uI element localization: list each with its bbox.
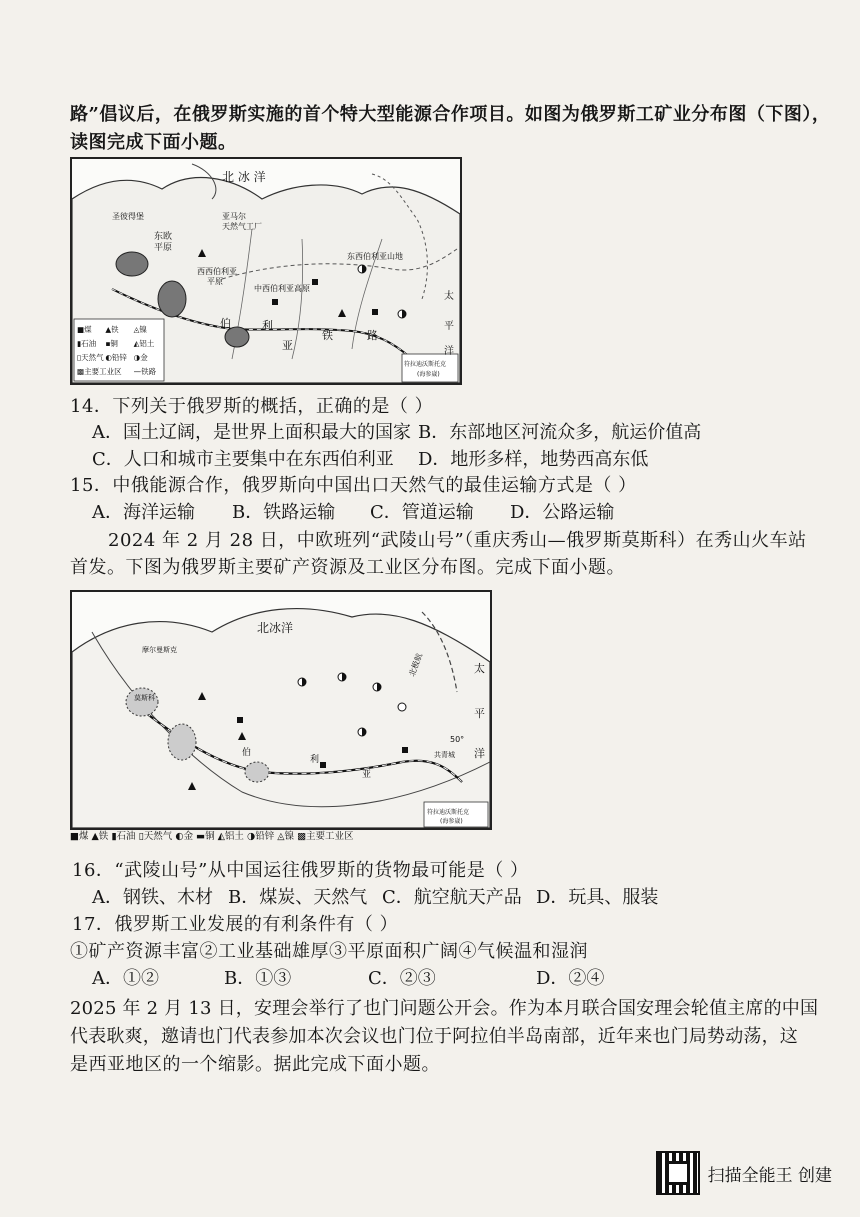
map2-moscow: 莫斯科: [134, 694, 155, 702]
map2-far-east-2: (海参崴): [440, 818, 463, 825]
legend-item: ▯天然气: [77, 353, 104, 362]
map1-plain-west: 西西伯利亚: [197, 267, 237, 276]
legend-item: —铁路: [133, 367, 157, 376]
q14-option-c[interactable]: C．人口和城市主要集中在东西伯利亚: [92, 449, 394, 470]
map2-ocean-east-2: 平: [474, 707, 485, 720]
map2-ocean-east-3: 洋: [474, 747, 485, 760]
q14-option-d[interactable]: D．地形多样，地势西高东低: [418, 449, 649, 470]
map2-siberia-3: 亚: [362, 770, 372, 780]
map2-ocean-north: 北冰洋: [257, 621, 294, 635]
map1-ocean-east-1: 太: [444, 291, 454, 302]
intro-line-1: 路”倡议后，在俄罗斯实施的首个特大型能源合作项目。如图为俄罗斯工矿业分布图（下图），: [70, 104, 831, 125]
q17-option-b[interactable]: B．①③: [224, 968, 292, 989]
map2-ocean-east-1: 太: [474, 662, 485, 675]
legend-item: ◬镍: [133, 325, 147, 334]
map1-far-east-2: (海参崴): [417, 371, 440, 378]
q16-stem: 16．“武陵山号”从中国运往俄罗斯的货物最可能是（ ）: [72, 860, 529, 881]
q14-option-a[interactable]: A．国土辽阔，是世界上面积最大的国家: [92, 422, 411, 443]
scanner-brand: 扫描全能王 创建: [707, 1165, 832, 1186]
q17-stem: 17．俄罗斯工业发展的有利条件有（ ）: [72, 914, 399, 935]
scanner-watermark: [656, 1151, 832, 1195]
map1-yamal: 亚马尔: [222, 212, 246, 221]
legend-item: ◭铝土: [133, 339, 155, 348]
intro2-line-2: 首发。下图为俄罗斯主要矿产资源及工业区分布图。完成下面小题。: [70, 557, 625, 578]
intro2-line-1: 2024 年 2 月 28 日，中欧班列“武陵山号”（重庆秀山—俄罗斯莫斯科）在秀山火车站: [108, 530, 807, 551]
map1-yamal-2: 天然气工厂: [222, 222, 262, 231]
map1-plateau: 中西伯利亚高原: [254, 284, 310, 293]
map1-ocean-east-3: 洋: [444, 346, 454, 357]
legend-item: ■煤: [77, 325, 92, 334]
q17-option-a[interactable]: A．①②: [92, 968, 159, 989]
map2-east-city: 共青城: [434, 751, 455, 759]
map2-legend: ■煤 ▲铁 ▮石油 ▯天然气 ◐金 ▬铜 ◭铝土 ◑铅锌 ◬镍 ▩主要工业区: [70, 831, 354, 842]
map1-spb: 圣彼得堡: [112, 212, 144, 221]
map1-siberia-3: 亚: [282, 339, 293, 352]
q15-option-a[interactable]: A．海洋运输: [92, 502, 195, 523]
qr-code-icon: [656, 1151, 700, 1195]
intro3-line-1: 2025 年 2 月 13 日，安理会举行了也门问题公开会。作为本月联合国安理会轮值主席的中国: [70, 998, 819, 1019]
map2-siberia-1: 伯: [242, 748, 252, 758]
legend-item: ▩主要工业区: [77, 367, 122, 376]
q15-stem: 15．中俄能源合作，俄罗斯向中国出口天然气的最佳运输方式是（ ）: [70, 475, 637, 496]
map1-rail-1: 铁: [322, 329, 333, 342]
map1-plain-east-2: 平原: [154, 243, 173, 253]
map1-siberia-1: 伯: [220, 317, 231, 330]
map1-legend: [77, 324, 162, 377]
russia-minerals-map: [70, 590, 492, 830]
map1-siberia-2: 利: [262, 319, 273, 332]
legend-item: ▲铁: [105, 325, 119, 334]
intro3-line-2: 代表耿爽，邀请也门代表参加本次会议也门位于阿拉伯半岛南部，近年来也门局势动荡，这: [70, 1026, 798, 1047]
intro-line-2: 读图完成下面小题。: [70, 132, 237, 153]
q16-option-b[interactable]: B．煤炭、天然气: [228, 887, 368, 908]
q15-option-b[interactable]: B．铁路运输: [232, 502, 336, 523]
legend-item: ▮石油: [77, 339, 97, 348]
intro3-line-3: 是西亚地区的一个缩影。据此完成下面小题。: [70, 1054, 440, 1075]
q17-conditions: ①矿产资源丰富②工业基础雄厚③平原面积广阔④气候温和湿润: [70, 941, 588, 962]
map1-far-east: 符拉迪沃斯托克: [404, 361, 447, 368]
map2-siberia-2: 利: [310, 755, 320, 765]
legend-item: ◐铅锌: [105, 353, 127, 362]
q15-option-c[interactable]: C．管道运输: [370, 502, 474, 523]
q16-option-a[interactable]: A．钢铁、木材: [92, 887, 213, 908]
map1-ocean-east-2: 平: [444, 321, 454, 332]
q14-option-b[interactable]: B．东部地区河流众多，航运价值高: [418, 422, 702, 443]
map1-east-hills: 东西伯利亚山地: [347, 252, 403, 261]
map2-lat: 50°: [450, 735, 465, 744]
map1-plain-west-2: 平原: [207, 277, 223, 286]
russia-industry-map: [70, 157, 462, 385]
q17-option-d[interactable]: D．②④: [536, 968, 605, 989]
map1-ocean-north: 北 冰 洋: [222, 170, 266, 184]
q14-stem: 14．下列关于俄罗斯的概括，正确的是（ ）: [70, 396, 434, 417]
legend-item: ◑金: [133, 353, 148, 362]
q16-option-c[interactable]: C．航空航天产品: [382, 887, 522, 908]
q15-option-d[interactable]: D．公路运输: [510, 502, 615, 523]
map1-plain-east: 东欧: [154, 232, 173, 242]
map2-sea-route: 北极航: [407, 652, 425, 678]
map2-murmansk: 摩尔曼斯克: [142, 646, 177, 654]
q17-option-c[interactable]: C．②③: [368, 968, 436, 989]
legend-item: ▪铜: [105, 339, 118, 348]
map1-rail-2: 路: [367, 329, 378, 342]
q16-option-d[interactable]: D．玩具、服装: [536, 887, 659, 908]
map2-far-east: 符拉迪沃斯托克: [427, 809, 470, 816]
